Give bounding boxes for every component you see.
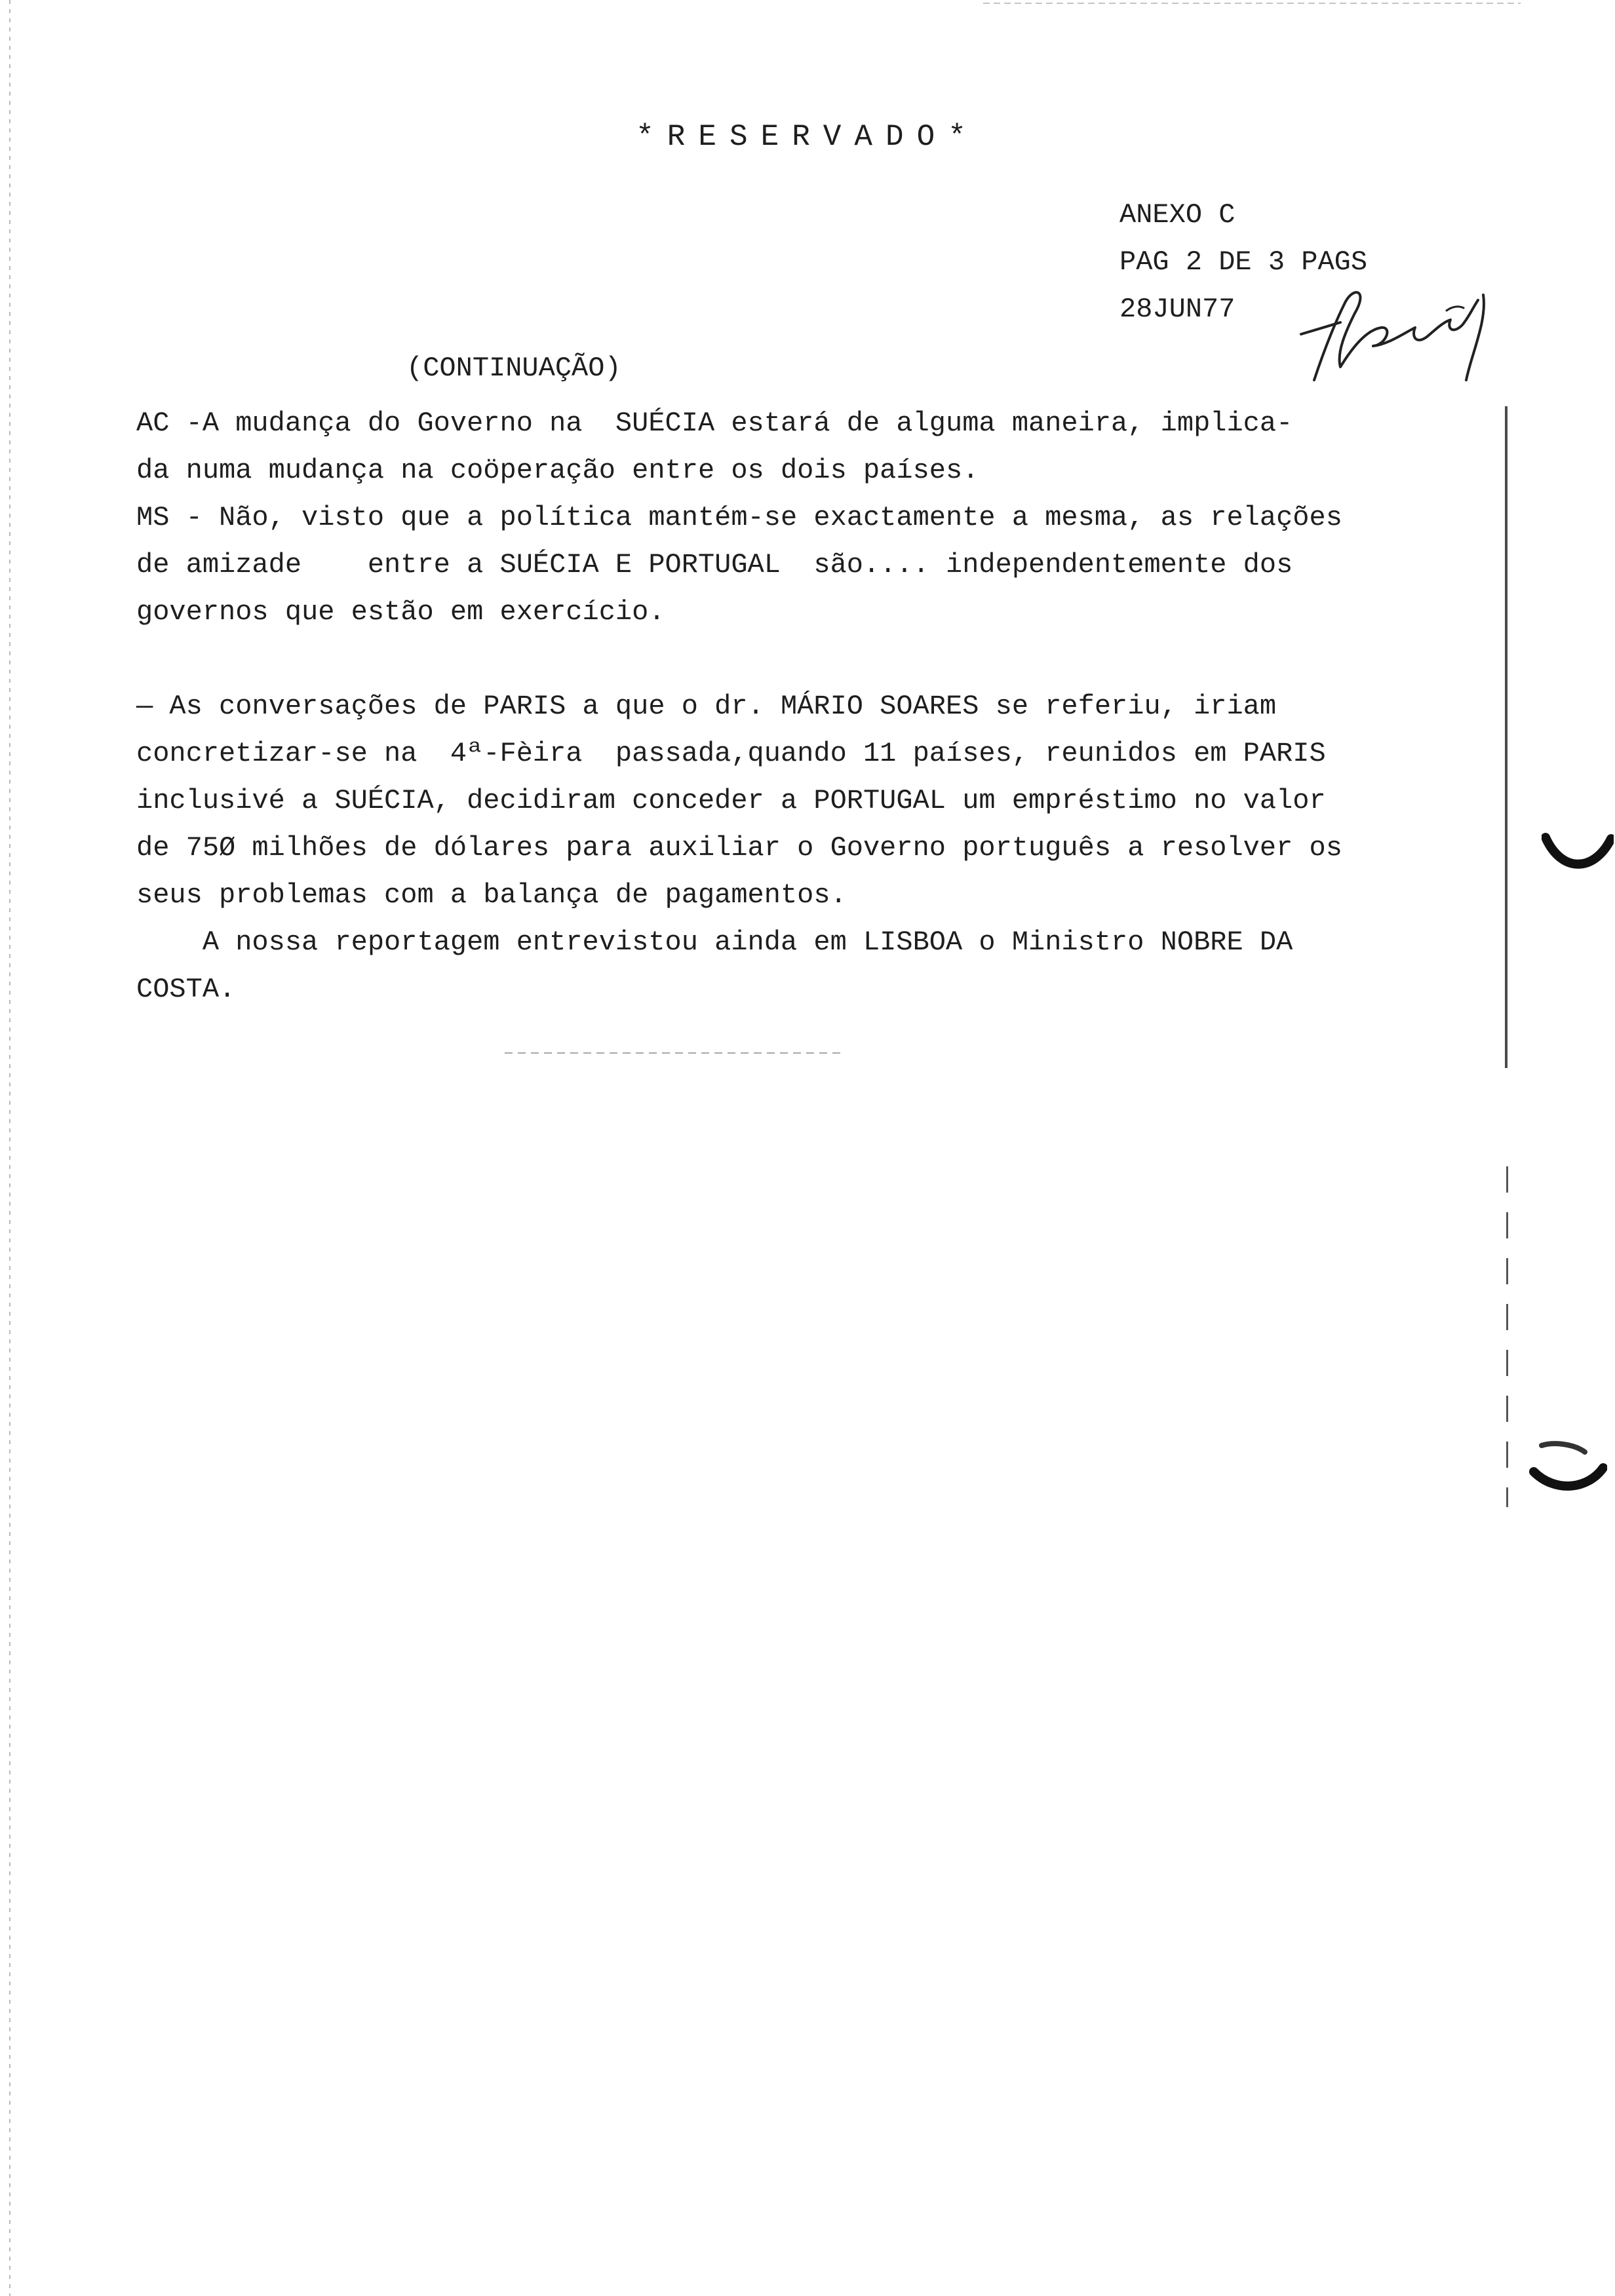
body-line: COSTA. bbox=[136, 974, 236, 1005]
body-line: concretizar-se na 4ª-Fèira passada,quando 11 países, reunidos em PARIS bbox=[136, 738, 1326, 769]
binder-ring-bottom-icon bbox=[1528, 1439, 1607, 1498]
page-edge-left bbox=[9, 0, 10, 2296]
end-rule bbox=[505, 1052, 846, 1054]
body-line: de 75Ø milhões de dólares para auxiliar o Governo português a resolver os bbox=[136, 832, 1342, 864]
binder-ring-top-icon bbox=[1542, 827, 1614, 879]
body-line: inclusivé a SUÉCIA, decidiram conceder a PORTUGAL um empréstimo no valor bbox=[136, 785, 1326, 816]
body-line: A nossa reportagem entrevistou ainda em LISBOA o Ministro NOBRE DA bbox=[136, 927, 1293, 958]
annex-label: ANEXO C bbox=[1119, 199, 1236, 231]
body-line: governos que estão em exercício. bbox=[136, 596, 665, 628]
interview-body bbox=[136, 400, 1447, 1013]
body-line: MS - Não, visto que a política mantém-se exactamente a mesma, as relações bbox=[136, 502, 1342, 533]
body-line: de amizade entre a SUÉCIA E PORTUGAL são.... independentemente dos bbox=[136, 549, 1293, 581]
page-edge-top bbox=[983, 3, 1521, 4]
page-count: PAG 2 DE 3 PAGS bbox=[1119, 246, 1368, 278]
page-edge-right bbox=[1505, 406, 1508, 1068]
classification-heading: *RESERVADO* bbox=[636, 120, 979, 154]
body-line: seus problemas com a balança de pagamentos. bbox=[136, 879, 847, 911]
signature-icon bbox=[1294, 282, 1504, 410]
continuation-label: (CONTINUAÇÃO) bbox=[406, 353, 621, 384]
document-date: 28JUN77 bbox=[1119, 294, 1236, 325]
paragraph-gap bbox=[136, 636, 1447, 683]
body-line: da numa mudança na coöperação entre os dois países. bbox=[136, 455, 979, 486]
page-edge-right-lower bbox=[1506, 1166, 1508, 1507]
body-line: AC -A mudança do Governo na SUÉCIA estará de alguma maneira, implica- bbox=[136, 408, 1293, 439]
body-line: — As conversações de PARIS a que o dr. MÁRIO SOARES se referiu, iriam bbox=[136, 691, 1277, 722]
